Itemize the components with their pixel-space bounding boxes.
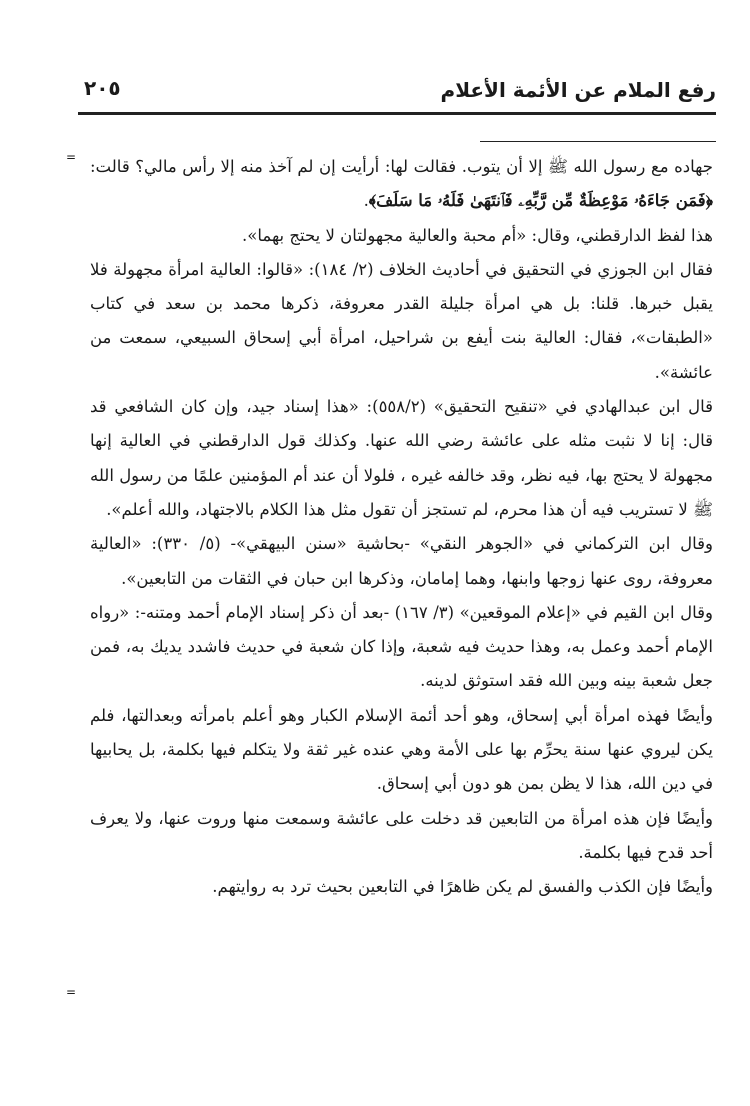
paragraph: وقال ابن التركماني في «الجوهر النقي» -بحاشية «سنن البيهقي»- (٥/ ٣٣٠): «العالية معروفة، روى عنها زوجها وابنها، وهما إمامان، وذكرها ابن حبان في الثقات من التابعين». bbox=[90, 534, 713, 588]
paragraph: هذا لفظ الدارقطني، وقال: «أم محبة والعالية مجهولتان لا يحتج بهما». bbox=[242, 225, 713, 245]
page-number: ٢٠٥ bbox=[84, 76, 121, 100]
continuation-mark-top: = bbox=[66, 150, 77, 164]
paragraph: وأيضًا فهذه امرأة أبي إسحاق، وهو أحد أئمة الإسلام الكبار وهو أعلم بامرأته وبعدالتها، فلم يكن ليروي عنها سنة يحرِّم بها على الأمة وهي عنده غير ثقة ولا يتكلم فيها بكلمة، بل يحابيها في دين الله، هذا لا يظن بمن هو دون أبي إسحاق. bbox=[90, 705, 713, 794]
paragraph: فقال ابن الجوزي في التحقيق في أحاديث الخلاف (٢/ ١٨٤): «قالوا: العالية امرأة مجهولة فلا يقبل خبرها. قلنا: بل هي امرأة جليلة القدر معروفة، ذكرها محمد بن سعد في كتاب «الطبقات»، فقال: العالية بنت أيفع بن شراحيل، امرأة أبي إسحاق السبيعي، سمعت من عائشة». bbox=[90, 259, 713, 382]
paragraph: وأيضًا فإن الكذب والفسق لم يكن ظاهرًا في التابعين بحيث ترد به روايتهم. bbox=[212, 877, 713, 897]
paragraph: قال ابن عبدالهادي في «تنقيح التحقيق» (٥٥٨/٢): «هذا إسناد جيد، وإن كان الشافعي قد قال: إنا لا نثبت مثله على عائشة رضي الله عنها. وكذلك قول الدارقطني في العالية إنها مجهولة لا يحتج بها، فيه نظر، وقد خالفه غيره ، فلولا أن عند أم المؤمنين علمًا من رسول الله ﷺ لا تستريب فيه أن هذا محرم، لم تستجز أن تقول مثل هذا الكلام بالاجتهاد، والله أعلم». bbox=[90, 397, 713, 519]
running-title: رفع الملام عن الأئمة الأعلام bbox=[440, 78, 716, 102]
continuation-mark-bottom: = bbox=[66, 985, 77, 999]
footnote-separator bbox=[480, 141, 716, 142]
footnote-text bbox=[90, 150, 713, 905]
page-header bbox=[80, 68, 716, 108]
quran-verse: ﴿فَمَن جَاءَهُۥ مَوْعِظَةٌ مِّن رَّبِّهِۦ فَٱنتَهَىٰ فَلَهُۥ مَا سَلَفَ﴾ bbox=[368, 191, 713, 211]
paragraph: وأيضًا فإن هذه امرأة من التابعين قد دخلت على عائشة وسمعت منها وروت عنها، ولا يعرف أحد قدح فيها بكلمة. bbox=[90, 808, 713, 862]
paragraph: جهاده مع رسول الله ﷺ إلا أن يتوب. فقالت لها: أرأيت إن لم آخذ منه إلا رأس مالي؟ قالت: ﴿فَمَن جَاءَهُۥ مَوْعِظَةٌ مِّن رَّبِّهِۦ فَٱنتَهَىٰ فَلَهُۥ مَا سَلَفَ﴾. bbox=[90, 157, 713, 211]
header-rule bbox=[78, 112, 716, 115]
paragraph: وقال ابن القيم في «إعلام الموقعين» (٣/ ١٦٧) -بعد أن ذكر إسناد الإمام أحمد ومتنه-: «رواه الإمام أحمد وعمل به، وهذا حديث فيه شعبة، وإذا كان شعبة في حديث فاشدد يديك به، فمن جعل شعبة بينه وبين الله فقد استوثق لدينه. bbox=[90, 602, 713, 691]
